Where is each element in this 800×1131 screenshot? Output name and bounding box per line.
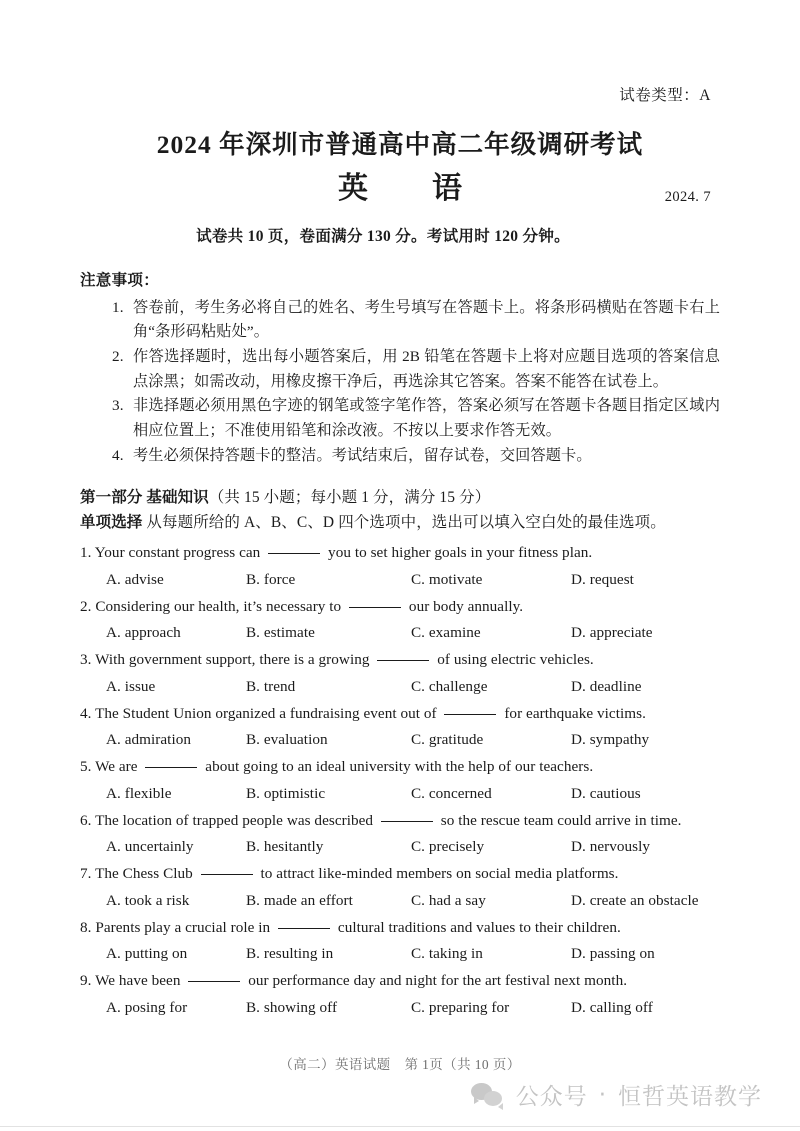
question-stem (80, 808, 720, 835)
part-heading-block (80, 486, 720, 535)
option-d[interactable]: D. appreciate (571, 624, 653, 642)
bottom-divider (0, 1126, 800, 1127)
option-b[interactable]: B. optimistic (246, 784, 326, 802)
question (80, 808, 720, 862)
question-stem-after: our body annually. (408, 597, 524, 615)
question-stem-after: to attract like-minded members on social media platforms. (260, 865, 619, 883)
question-stem-after: our performance day and night for the art festival next month. (248, 972, 628, 990)
question-stem (80, 701, 720, 728)
option-a[interactable]: A. flexible (106, 784, 172, 802)
option-d[interactable]: D. deadline (571, 677, 642, 695)
question-stem-before: The Student Union organized a fundraising event out of (95, 704, 437, 722)
question-stem-before: The Chess Club (95, 865, 193, 883)
question (80, 968, 720, 1022)
answer-blank (381, 811, 433, 822)
option-b[interactable]: B. made an effort (246, 891, 353, 909)
note-item (112, 296, 720, 345)
section-label: 单项选择 (80, 513, 143, 531)
notes-section (80, 269, 720, 469)
page-title: 2024 年深圳市普通高中高二年级调研考试 (156, 129, 644, 159)
question-stem-after: cultural traditions and values to their children. (337, 918, 621, 936)
question-options (80, 834, 720, 861)
answer-blank (377, 650, 429, 661)
note-number: 2. (112, 348, 124, 366)
answer-blank (201, 864, 253, 875)
question-options (80, 567, 720, 594)
question (80, 594, 720, 648)
option-a[interactable]: A. putting on (106, 945, 188, 963)
option-c[interactable]: C. motivate (411, 570, 483, 588)
question-stem-after: about going to an ideal university with the help of our teachers. (205, 758, 594, 776)
question-stem-before: Parents play a crucial role in (95, 918, 271, 936)
note-text: 作答选择题时，选出每小题答案后，用 2B 铅笔在答题卡上将对应题目选项的答案信息点涂黑；如需改动，用橡皮擦干净后，再选涂其它答案。答案不能答在试卷上。 (133, 348, 720, 390)
option-c[interactable]: C. gratitude (411, 731, 484, 749)
answer-blank (145, 757, 197, 768)
question (80, 861, 720, 915)
question-stem-after: for earthquake victims. (504, 704, 646, 722)
note-item (112, 394, 720, 443)
question-number: 3. (80, 651, 92, 669)
option-c[interactable]: C. challenge (411, 677, 488, 695)
question-stem-before: Your constant progress can (94, 544, 261, 562)
option-a[interactable]: A. posing for (106, 998, 188, 1016)
question-options (80, 620, 720, 647)
exam-date: 2024. 7 (664, 188, 711, 205)
question-number: 2. (80, 597, 92, 615)
question-stem-before: We are (95, 758, 138, 776)
question-number: 5. (80, 758, 92, 776)
option-c[interactable]: C. taking in (411, 945, 483, 963)
question-stem (80, 540, 720, 567)
notes-heading: 注意事项： (80, 271, 160, 289)
question-number: 7. (80, 865, 92, 883)
subject-row (80, 172, 720, 208)
question-options (80, 888, 720, 915)
note-number: 3. (112, 397, 124, 415)
option-b[interactable]: B. showing off (246, 998, 338, 1016)
questions-list (80, 540, 720, 1022)
note-item (112, 444, 720, 469)
option-b[interactable]: B. evaluation (246, 731, 328, 749)
question-stem-after: of using electric vehicles. (437, 651, 594, 669)
note-number: 1. (112, 298, 124, 316)
note-number: 4. (112, 446, 124, 464)
answer-blank (349, 597, 401, 608)
note-text: 考生必须保持答题卡的整洁。考试结束后，留存试卷，交回答题卡。 (133, 446, 592, 464)
question-options (80, 995, 720, 1022)
answer-blank (268, 543, 320, 554)
watermark (471, 1078, 762, 1111)
exam-meta: 试卷共 10 页，卷面满分 130 分。考试用时 120 分钟。 (196, 227, 570, 245)
option-c[interactable]: C. had a say (411, 891, 486, 909)
question (80, 915, 720, 969)
option-a[interactable]: A. admiration (106, 731, 192, 749)
question-number: 4. (80, 704, 92, 722)
note-text: 答卷前，考生务必将自己的姓名、考生号填写在答题卡上。将条形码横贴在答题卡右上角“条形码粘贴处”。 (133, 298, 720, 341)
watermark-separator: · (598, 1081, 607, 1108)
option-c[interactable]: C. concerned (411, 784, 492, 802)
option-d[interactable]: D. cautious (571, 784, 641, 802)
part-label: 第一部分 (80, 489, 143, 507)
page-footer: （高二）英语试题 第 1页（共 10 页） (279, 1057, 521, 1072)
wechat-icon (471, 1082, 505, 1108)
answer-blank (278, 918, 330, 929)
option-d[interactable]: D. sympathy (571, 731, 650, 749)
note-item (112, 345, 720, 394)
part-name: 基础知识 (146, 489, 209, 507)
option-b[interactable]: B. trend (246, 677, 296, 695)
question-number: 1. (80, 544, 92, 562)
option-a[interactable]: A. took a risk (106, 891, 190, 909)
option-d[interactable]: D. nervously (571, 838, 651, 856)
question-options (80, 781, 720, 808)
answer-blank (188, 971, 240, 982)
question-stem-after: you to set higher goals in your fitness plan. (328, 544, 593, 562)
question-number: 9. (80, 972, 92, 990)
option-c[interactable]: C. preparing for (411, 998, 510, 1016)
option-b[interactable]: B. hesitantly (246, 838, 324, 856)
note-text: 非选择题必须用黑色字迹的钢笔或签字笔作答，答案必须写在答题卡各题目指定区域内相应位置上；不准使用铅笔和涂改液。不按以上要求作答无效。 (133, 397, 720, 439)
paper-type-label: 试卷类型：A (619, 87, 711, 104)
title-block (80, 131, 720, 246)
watermark-prefix: 公众号 (515, 1084, 588, 1110)
section-instruction: 从每题所给的 A、B、C、D 四个选项中，选出可以填入空白处的最佳选项。 (146, 513, 666, 531)
question-stem (80, 915, 720, 942)
question (80, 754, 720, 808)
question-options (80, 727, 720, 754)
option-b[interactable]: B. resulting in (246, 945, 334, 963)
section-instruction-line (80, 511, 720, 535)
option-a[interactable]: A. approach (106, 624, 181, 642)
subject-title: 英 语 (338, 171, 479, 205)
question (80, 540, 720, 594)
answer-blank (444, 704, 496, 715)
question (80, 647, 720, 701)
question-stem-before: Considering our health, it’s necessary to (95, 597, 342, 615)
question (80, 701, 720, 755)
option-d[interactable]: D. request (571, 570, 634, 588)
option-a[interactable]: A. advise (106, 570, 164, 588)
watermark-name: 恒哲英语教学 (618, 1084, 762, 1110)
option-d[interactable]: D. calling off (571, 998, 653, 1016)
part-scoring: （共 15 小题；每小题 1 分，满分 15 分） (208, 489, 491, 507)
option-a[interactable]: A. issue (106, 677, 156, 695)
option-a[interactable]: A. uncertainly (106, 838, 194, 856)
option-c[interactable]: C. examine (411, 624, 481, 642)
question-stem-after: so the rescue team could arrive in time. (440, 811, 682, 829)
question-options (80, 941, 720, 968)
option-c[interactable]: C. precisely (411, 838, 485, 856)
question-stem (80, 968, 720, 995)
question-stem-before: We have been (95, 972, 181, 990)
question-stem (80, 594, 720, 621)
question-stem (80, 754, 720, 781)
option-b[interactable]: B. estimate (246, 624, 315, 642)
question-options (80, 674, 720, 701)
question-number: 6. (80, 811, 92, 829)
option-d[interactable]: D. passing on (571, 945, 655, 963)
notes-list (80, 296, 720, 468)
question-number: 8. (80, 918, 92, 936)
question-stem-before: The location of trapped people was described (95, 811, 374, 829)
option-d[interactable]: D. create an obstacle (571, 891, 699, 909)
option-b[interactable]: B. force (246, 570, 296, 588)
question-stem-before: With government support, there is a growing (95, 651, 370, 669)
part-one-heading (80, 486, 720, 510)
question-stem (80, 861, 720, 888)
question-stem (80, 647, 720, 674)
